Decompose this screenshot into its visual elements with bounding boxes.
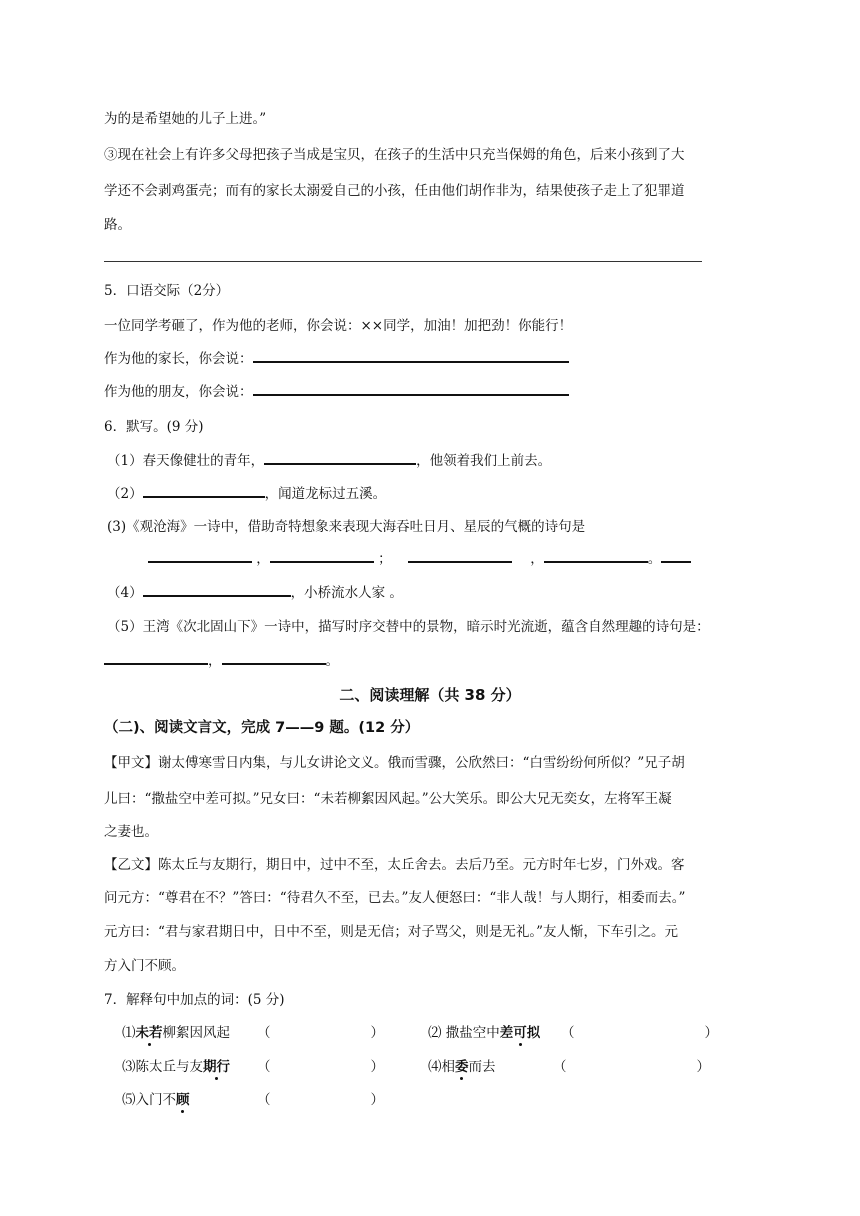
q7-item2 xyxy=(428,1021,540,1041)
paren-open: （ xyxy=(561,1025,575,1041)
q6-item2-text-end: ，闻道龙标过五溪。 xyxy=(264,486,387,502)
passage-line: ③现在社会上有许多父母把孩子当成是宝贝，在孩子的生活中只充当保姆的角色，后来小孩到了大 xyxy=(104,147,685,163)
q6-item4-text: （4） xyxy=(107,585,143,601)
section-subtitle: （二)、阅读文言文，完成 7——9 题。(12 分） xyxy=(104,720,420,736)
q6-item3-answers xyxy=(148,550,691,568)
passage-jia-line: 之妻也。 xyxy=(104,824,158,840)
paren-open: （ xyxy=(257,1059,271,1075)
passage-line: 为的是希望她的儿子上进。” xyxy=(104,111,267,127)
q7-item4 xyxy=(428,1055,496,1075)
q7-item-text: ⑷相 xyxy=(428,1059,455,1075)
section-title: 二、阅读理解（共 38 分） xyxy=(339,686,521,704)
q6-item5: （5）王湾《次北固山下》一诗中，描写时序交替中的景物，暗示时光流逝，蕴含自然理趣的诗句是： xyxy=(107,619,710,635)
q7-item3 xyxy=(122,1055,230,1075)
passage-yi-line: 方入门不顾。 xyxy=(104,958,185,974)
paren-open: （ xyxy=(553,1059,567,1075)
q7-item-text: 柳絮因风起 xyxy=(162,1025,230,1041)
q6-item3-blank[interactable] xyxy=(148,550,252,563)
q7-dotted-word: 期行 xyxy=(203,1059,230,1075)
q7-item-text-end: 而去 xyxy=(468,1059,496,1075)
q7-dotted-word: 顾 xyxy=(176,1092,190,1108)
paren-close: ） xyxy=(696,1059,710,1075)
q5-parent-label: 作为他的家长，你会说： xyxy=(104,351,253,367)
q7-item5 xyxy=(122,1088,190,1108)
q6-item3-blank[interactable] xyxy=(544,550,648,563)
passage-yi-line: 元方曰：“君与家君期日中，日中不至，则是无信；对子骂父，则是无礼。”友人惭，下车引之。元 xyxy=(104,924,679,940)
q7-item3-answer[interactable] xyxy=(257,1055,384,1075)
q7-dotted-word: 未若 xyxy=(135,1025,163,1041)
q7-dotted-word: 差可拟 xyxy=(499,1025,541,1041)
paren-close: ） xyxy=(370,1092,384,1108)
q6-item1 xyxy=(107,452,551,470)
q6-separator: 。 xyxy=(647,551,662,567)
q6-item2 xyxy=(107,485,386,503)
passage-jia-line: 【甲文】谢太傅寒雪日内集，与儿女讲论文义。俄而雪骤，公欣然曰：“白雪纷纷何所似？”兄子胡 xyxy=(104,755,685,771)
passage-yi-line: 问元方：“尊君在不？”答曰：“待君久不至，已去。”友人便怒曰：“非人哉！与人期行，相委而去。” xyxy=(104,890,686,906)
q6-item3-blank[interactable] xyxy=(408,550,512,563)
paren-close: ） xyxy=(704,1025,718,1041)
q5-parent-line xyxy=(104,350,569,368)
q6-item5-blank[interactable] xyxy=(222,652,326,665)
q7-item4-answer[interactable] xyxy=(553,1055,710,1075)
q6-item2-blank[interactable] xyxy=(143,485,265,498)
q6-item5-answers xyxy=(104,652,339,670)
q7-item-text: ⑶陈太丘与友 xyxy=(122,1059,203,1075)
q6-item2-text: （2） xyxy=(107,486,143,502)
q6-item3-blank[interactable] xyxy=(661,550,691,563)
q7-dotted-word: 委 xyxy=(455,1059,469,1075)
q6-item3-blank[interactable] xyxy=(270,550,374,563)
q6-item4-text-end: ，小桥流水人家 。 xyxy=(290,585,403,601)
q6-separator: ， xyxy=(208,653,222,669)
q6-separator: ； xyxy=(378,551,392,567)
q6-item1-text-end: ，他领着我们上前去。 xyxy=(416,453,552,469)
paren-open: （ xyxy=(257,1092,271,1108)
q7-item5-answer[interactable] xyxy=(257,1088,384,1108)
q6-item5-blank[interactable] xyxy=(104,652,208,665)
q6-separator: ， xyxy=(530,551,544,567)
passage-line: 路。 xyxy=(104,217,131,233)
paren-open: （ xyxy=(257,1025,271,1041)
q5-friend-blank[interactable] xyxy=(253,383,569,396)
q7-item2-answer[interactable] xyxy=(561,1021,718,1041)
q6-item3: (3)《观沧海》一诗中，借助奇特想象来表现大海吞吐日月、星辰的气概的诗句是 xyxy=(107,519,586,535)
passage-yi-line: 【乙文】陈太丘与友期行，期日中，过中不至，太丘舍去。去后乃至。元方时年七岁，门外戏。客 xyxy=(104,857,685,873)
q6-separator: 。 xyxy=(325,653,339,669)
q5-friend-label: 作为他的朋友，你会说： xyxy=(104,384,253,400)
q7-item-text: ⑸入门不 xyxy=(122,1092,176,1108)
q5-friend-line xyxy=(104,383,569,401)
paren-close: ） xyxy=(370,1059,384,1075)
q7-item-text: ⑵ 撒盐空中 xyxy=(428,1025,500,1041)
passage-jia-line: 儿曰：“撒盐空中差可拟。”兄女曰：“未若柳絮因风起。”公大笑乐。即公大兄无奕女，左将军王凝 xyxy=(104,791,672,807)
q7-title: 7．解释句中加点的词：(5 分) xyxy=(104,992,285,1008)
q7-item-number: ⑴ xyxy=(122,1025,136,1041)
paren-close: ） xyxy=(370,1025,384,1041)
q5-parent-blank[interactable] xyxy=(253,350,569,363)
q6-item1-blank[interactable] xyxy=(264,452,416,465)
q5-title: 5．口语交际（2分） xyxy=(104,283,230,299)
answer-line xyxy=(104,261,702,262)
passage-line: 学还不会剥鸡蛋壳；而有的家长太溺爱自己的小孩，任由他们胡作非为，结果使孩子走上了犯罪道 xyxy=(104,183,685,199)
q6-title: 6．默写。(9 分) xyxy=(104,419,204,435)
q6-item4 xyxy=(107,584,403,602)
q6-item4-blank[interactable] xyxy=(143,584,291,597)
q7-item1-answer[interactable] xyxy=(257,1021,384,1041)
q5-prompt: 一位同学考砸了，作为他的老师，你会说：××同学，加油！加把劲！你能行！ xyxy=(104,318,573,334)
q6-separator: ， xyxy=(256,551,270,567)
q6-item1-text: （1）春天像健壮的青年， xyxy=(107,453,265,469)
q7-item1 xyxy=(122,1021,230,1041)
